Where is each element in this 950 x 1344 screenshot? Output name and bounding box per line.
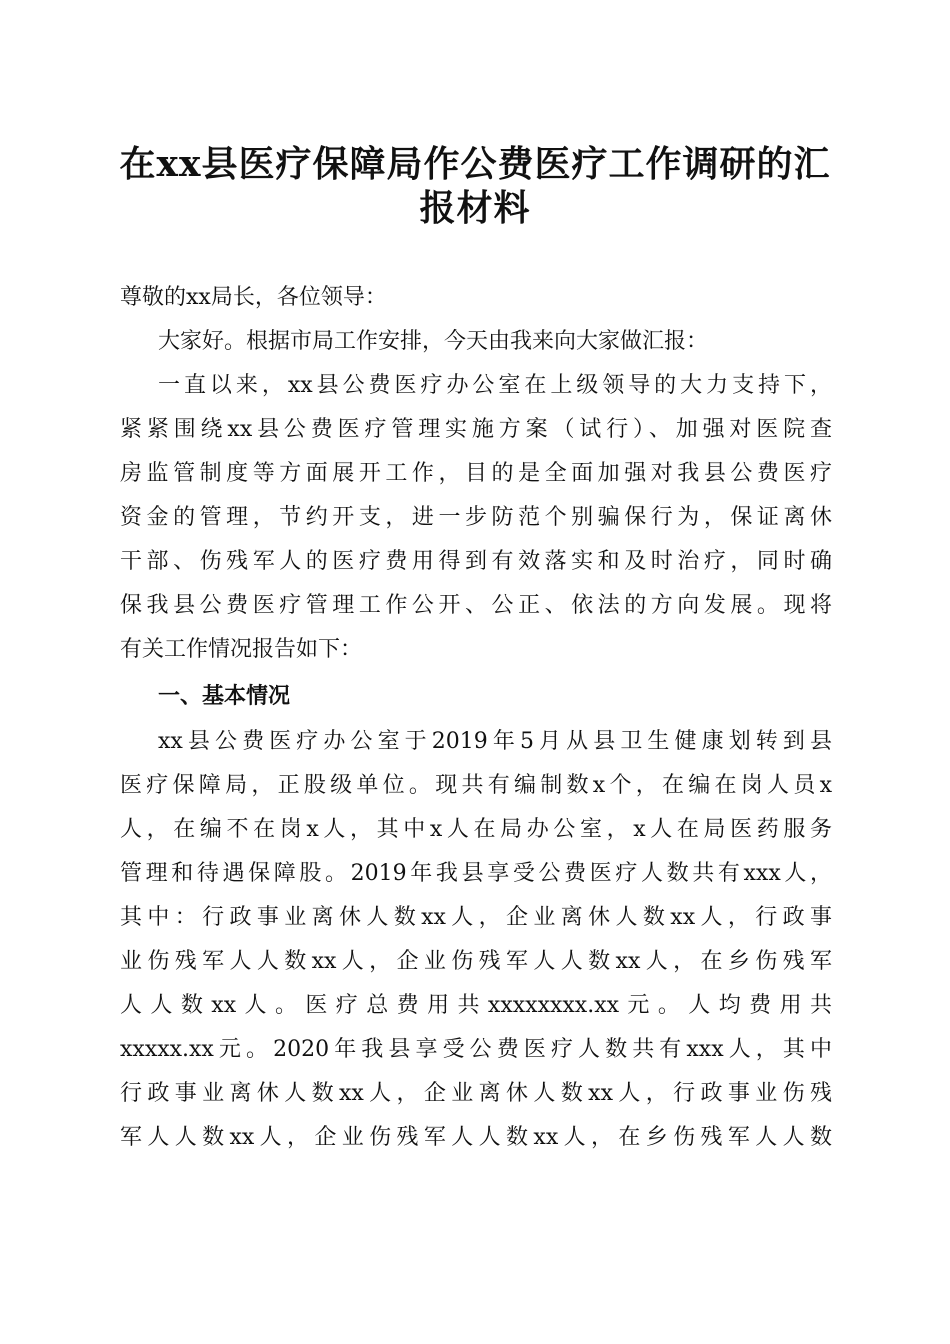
paragraph-line: 大家好。根据市局工作安排，今天由我来向大家做汇报： (158, 329, 709, 354)
salutation: 尊敬的xx局长，各位领导： (120, 285, 387, 310)
document-title-line-1: 在xx县医疗保障局作公费医疗工作调研的汇 (119, 143, 831, 185)
paragraph-line: 人，在编不在岗x人，其中x人在局办公室，x人在局医药服务 (120, 817, 832, 842)
paragraph-line: 有关工作情况报告如下： (120, 637, 363, 662)
paragraph-line: xx县公费医疗办公室于2019年5月从县卫生健康划转到县 (158, 729, 832, 754)
paragraph-line: 一直以来，xx县公费医疗办公室在上级领导的大力支持下， (158, 373, 832, 398)
paragraph-line: 医疗保障局，正股级单位。现共有编制数x个，在编在岗人员x (120, 773, 832, 798)
paragraph-line: 房监管制度等方面展开工作，目的是全面加强对我县公费医疗 (120, 461, 832, 486)
paragraph-line: 资金的管理，节约开支，进一步防范个别骗保行为，保证离休 (120, 505, 832, 530)
paragraph-line: 保我县公费医疗管理工作公开、公正、依法的方向发展。现将 (120, 593, 832, 618)
section-heading: 一、基本情况 (158, 684, 291, 709)
paragraph-line: 军人人数xx人，企业伤残军人人数xx人，在乡伤残军人人数 (120, 1125, 832, 1150)
paragraph-line: 干部、伤残军人的医疗费用得到有效落实和及时治疗，同时确 (120, 549, 832, 574)
paragraph-line: 其中：行政事业离休人数xx人，企业离休人数xx人，行政事 (120, 905, 832, 930)
document-title-line-2: 报材料 (419, 187, 531, 229)
paragraph-line: xxxxx.xx元。2020年我县享受公费医疗人数共有xxx人，其中 (120, 1037, 832, 1062)
paragraph-line: 管理和待遇保障股。2019年我县享受公费医疗人数共有xxx人， (120, 861, 832, 886)
paragraph-line: 紧紧围绕xx县公费医疗管理实施方案（试行）、加强对医院查 (120, 417, 832, 442)
paragraph-line: 行政事业离休人数xx人，企业离休人数xx人，行政事业伤残 (120, 1081, 832, 1106)
paragraph-line: 业伤残军人人数xx人，企业伤残军人人数xx人，在乡伤残军 (120, 949, 832, 974)
paragraph-line: 人人数xx人。医疗总费用共xxxxxxxx.xx元。人均费用共 (120, 993, 832, 1018)
